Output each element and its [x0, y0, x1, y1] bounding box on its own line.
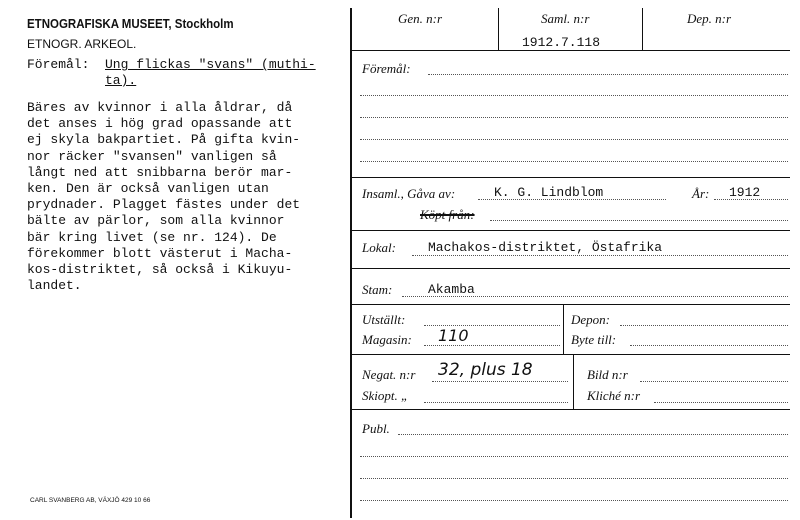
- ar-value: 1912: [729, 185, 761, 200]
- description-line: nor räcker "svansen" vanligen så: [27, 148, 277, 164]
- header-bottom-line: [350, 50, 790, 51]
- saml-label: Saml. n:r: [541, 11, 590, 26]
- insaml-label: Insaml., Gåva av:: [362, 186, 456, 201]
- depon-dotline: [620, 325, 788, 326]
- lokal-dotline: [412, 255, 788, 256]
- negat-label: Negat. n:r: [362, 367, 416, 382]
- foremal-label: Föremål:: [362, 61, 411, 76]
- negat-value: 32, plus 18: [438, 360, 533, 380]
- section-line: [350, 177, 790, 178]
- foremal-dotline: [428, 74, 788, 75]
- left-foremal-line2: ta).: [105, 73, 137, 88]
- lokal-value: Machakos-distriktet, Östafrika: [428, 240, 663, 255]
- section-line: [350, 304, 790, 305]
- description-line: Bäres av kvinnor i alla åldrar, då: [27, 100, 293, 115]
- foremal-dotline: [360, 95, 788, 96]
- kliche-label: Kliché n:r: [587, 388, 641, 403]
- foremal-dotline: [360, 117, 788, 118]
- saml-value: 1912.7.118: [522, 35, 601, 50]
- description-line: bär kring livet (se nr. 124). De: [27, 229, 277, 245]
- department-name: ETNOGR. ARKEOL.: [27, 37, 137, 51]
- section-line: [350, 354, 790, 355]
- publ-dotline: [360, 500, 788, 501]
- publ-dotline: [360, 478, 788, 479]
- printer-line: CARL SVANBERG AB, VÄXJÖ 429 10 66: [30, 497, 151, 504]
- skiopt-label: Skiopt. „: [362, 388, 409, 403]
- depon-label: Depon:: [571, 312, 610, 327]
- kopt-label: Köpt från:: [420, 207, 475, 222]
- kliche-dotline: [654, 402, 788, 403]
- gen-label: Gen. n:r: [398, 11, 443, 26]
- dep-label: Dep. n:r: [687, 11, 732, 26]
- description-line: långt ned att snibbarna berör mar-: [27, 164, 293, 180]
- bild-label: Bild n:r: [587, 367, 628, 382]
- description-line: landet.: [27, 278, 82, 294]
- utstallt-label: Utställt:: [362, 312, 406, 327]
- publ-dotline: [360, 456, 788, 457]
- description: [27, 100, 300, 294]
- skiopt-dotline: [424, 402, 568, 403]
- negat-divider: [573, 355, 574, 409]
- magasin-label: Magasin:: [362, 332, 412, 347]
- utstallt-divider: [563, 305, 564, 354]
- byte-label: Byte till:: [571, 332, 617, 347]
- byte-dotline: [630, 345, 788, 346]
- stam-value: Akamba: [428, 282, 475, 297]
- stam-label: Stam:: [362, 282, 393, 297]
- bild-dotline: [640, 381, 788, 382]
- foremal-dotline: [360, 161, 788, 162]
- description-line: det anses i hög grad opassande att: [27, 116, 293, 132]
- left-foremal-label: Föremål:: [27, 57, 90, 72]
- description-line: ej skyla bakpartiet. På gifta kvin-: [27, 132, 301, 148]
- description-line: ken. Den är också vanligen utan: [27, 181, 269, 197]
- header-divider-2: [642, 8, 643, 50]
- description-line: bälte av pärlor, som alla kvinnor: [27, 213, 285, 229]
- description-line: prydnader. Plagget fästes under det: [27, 197, 301, 213]
- magasin-value: 110: [438, 326, 469, 345]
- kopt-dotline: [490, 220, 788, 221]
- publ-dotline: [398, 434, 788, 435]
- publ-label: Publ.: [362, 421, 390, 436]
- section-line: [350, 268, 790, 269]
- description-line: kos-distriktet, så också i Kikuyu-: [27, 262, 293, 278]
- ar-label: År:: [692, 186, 710, 201]
- insaml-value: K. G. Lindblom: [494, 185, 604, 200]
- description-line: förekommer blott västerut i Macha-: [27, 245, 293, 261]
- magasin-dotline: [424, 345, 560, 346]
- lokal-label: Lokal:: [362, 240, 396, 255]
- left-foremal-line1: Ung flickas "svans" (muthi-: [105, 57, 316, 72]
- section-line: [350, 409, 790, 410]
- foremal-dotline: [360, 139, 788, 140]
- card-divider: [350, 8, 352, 518]
- header-divider-1: [498, 8, 499, 50]
- museum-name: ETNOGRAFISKA MUSEET, Stockholm: [27, 17, 234, 31]
- negat-dotline: [432, 381, 568, 382]
- section-line: [350, 230, 790, 231]
